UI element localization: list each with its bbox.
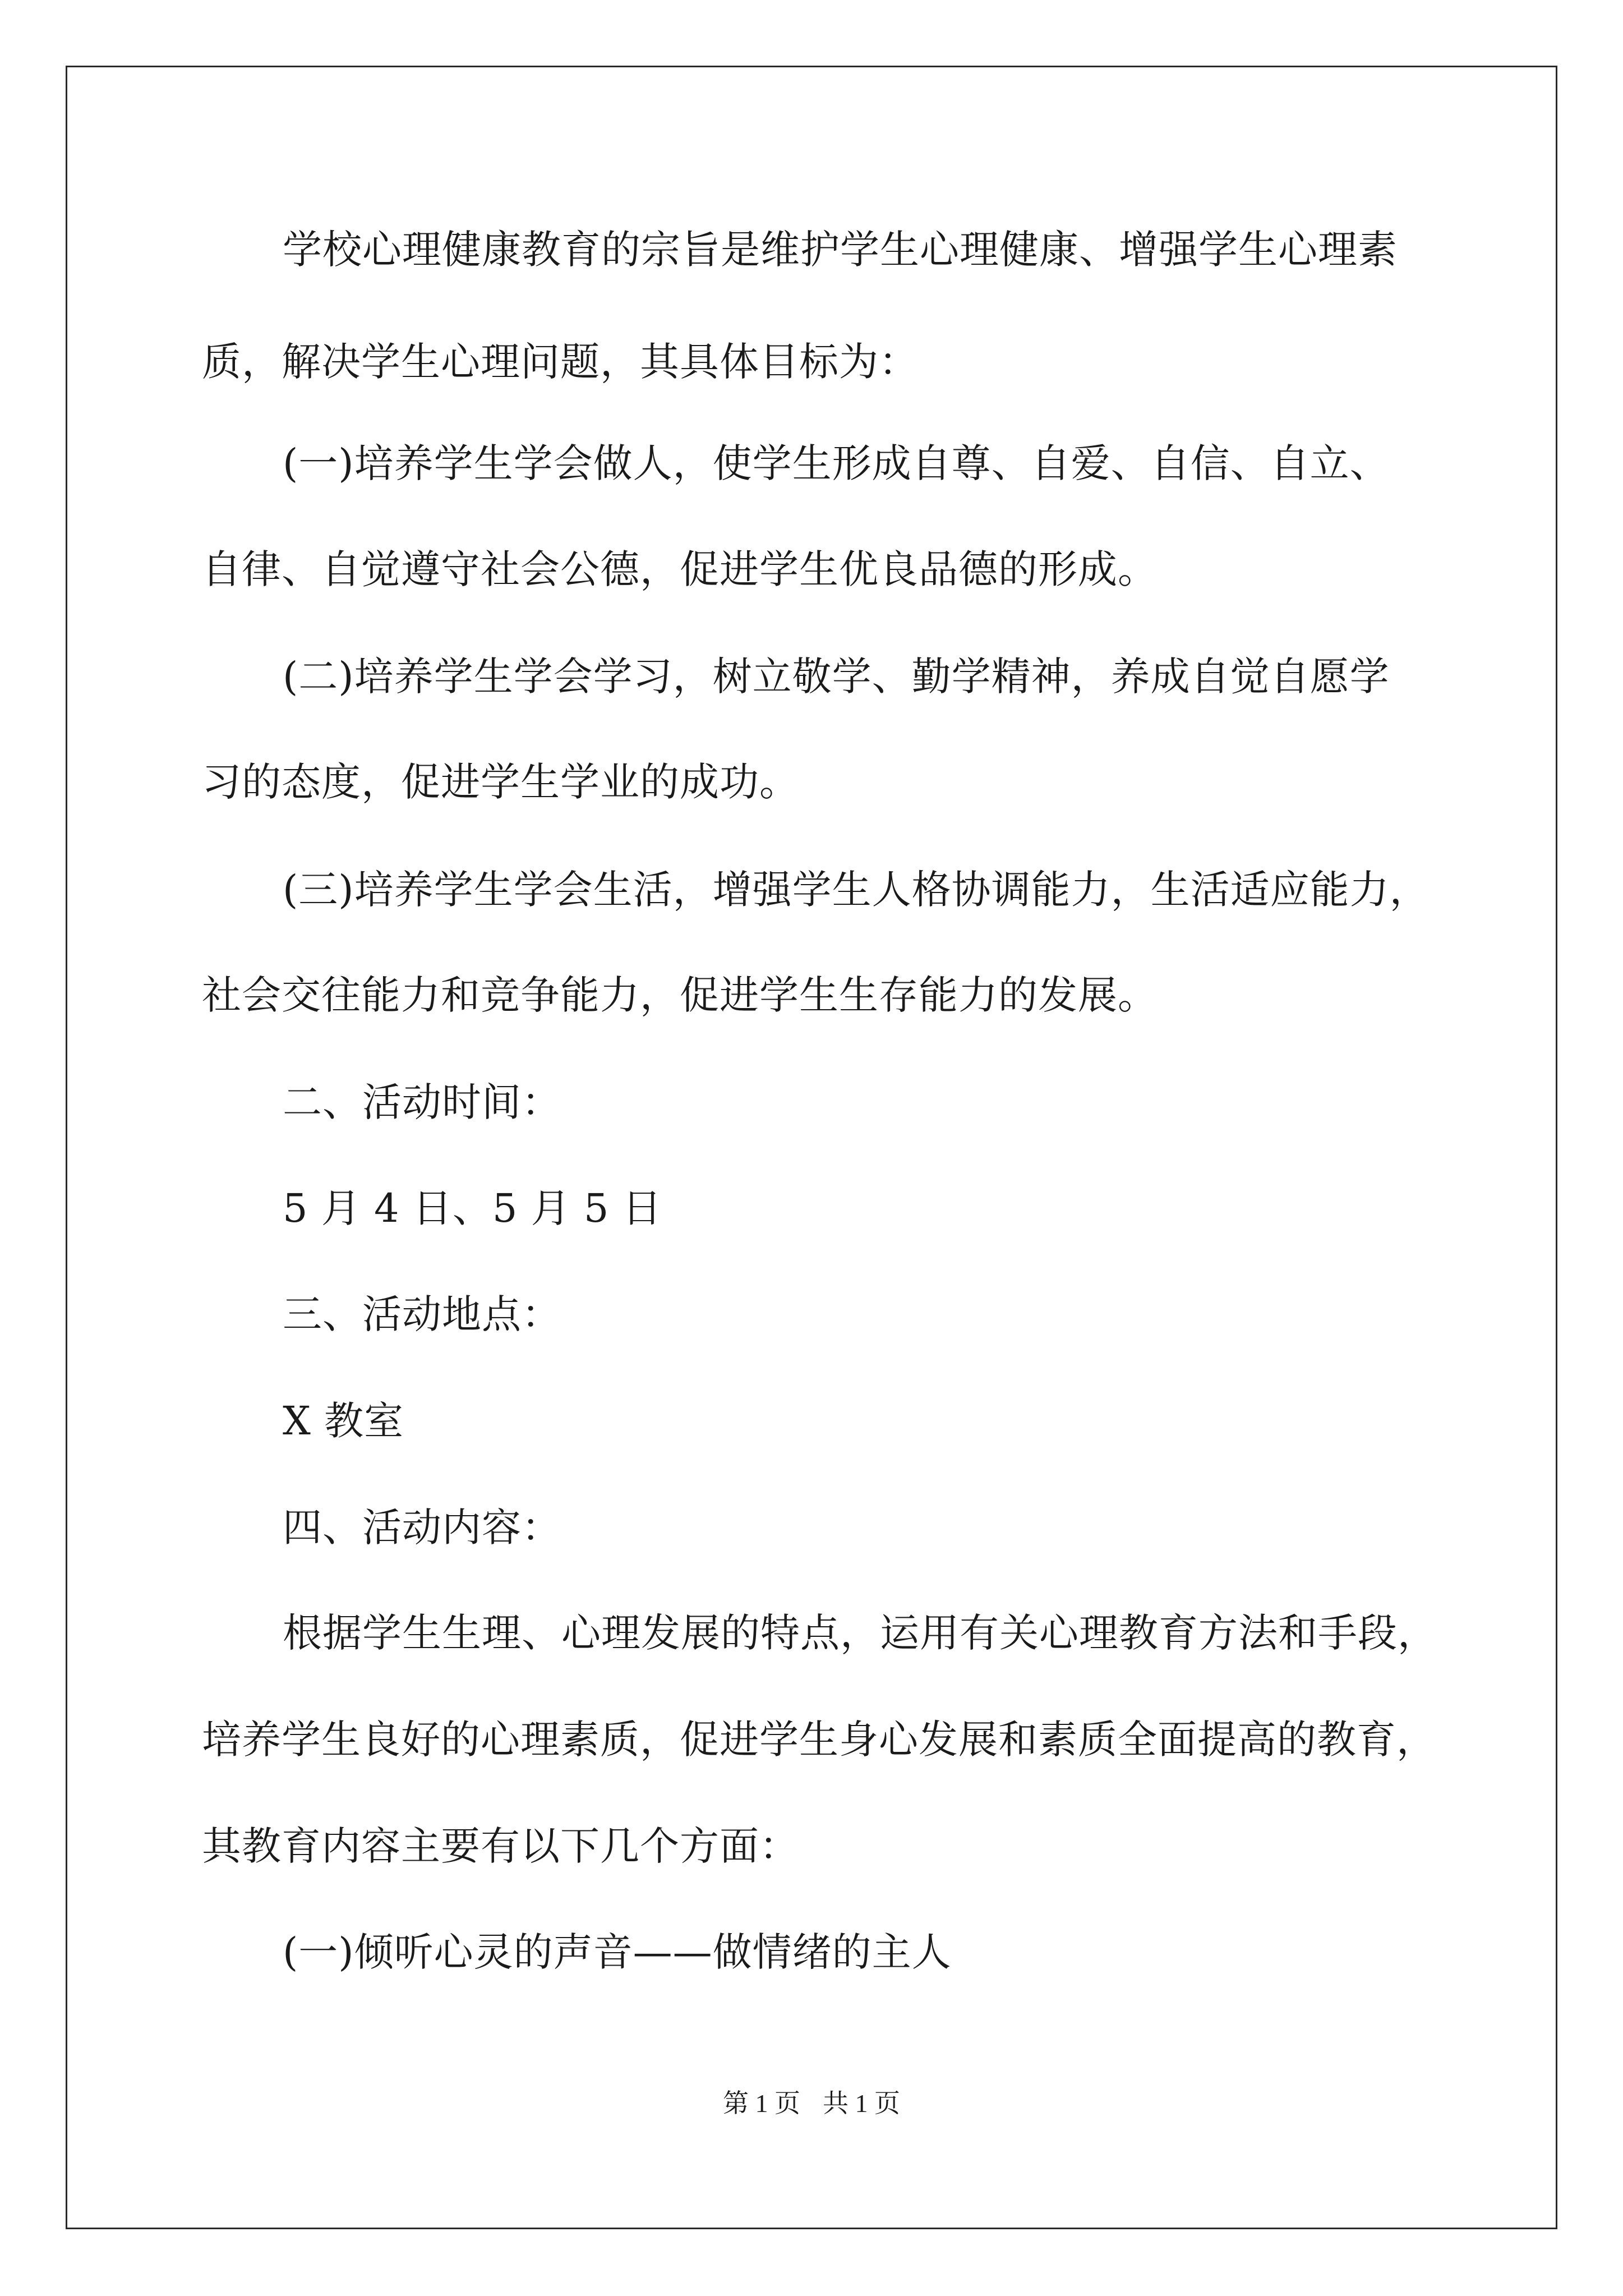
paragraph-4-line-2: 社会交往能力和竞争能力，促进学生生存能力的发展。 [202,972,1158,1018]
paragraph-3-line-1: (二)培养学生学会学习，树立敬学、勤学精神，养成自觉自愿学 [283,654,1390,700]
page-total: 共 1 页 [823,2089,900,2118]
paragraph-2-line-2: 自律、自觉遵守社会公德，促进学生优良品德的形成。 [202,546,1158,592]
content-paragraph-line-2: 培养学生良好的心理素质，促进学生身心发展和素质全面提高的教育， [202,1717,1436,1763]
section-heading-place: 三、活动地点： [283,1291,561,1337]
page-number: 第 1 页 [723,2089,800,2118]
section-heading-content: 四、活动内容： [283,1504,561,1550]
page-footer [0,2087,1623,2120]
paragraph-4-line-1: (三)培养学生学会生活，增强学生人格协调能力，生活适应能力， [283,867,1430,913]
paragraph-2-line-1: (一)培养学生学会做人，使学生形成自尊、自爱、自信、自立、 [283,440,1390,486]
section-heading-time: 二、活动时间： [283,1079,561,1125]
content-paragraph-line-3: 其教育内容主要有以下几个方面： [202,1823,799,1869]
content-paragraph-line-1: 根据学生生理、心理发展的特点，运用有关心理教育方法和手段， [283,1610,1437,1656]
paragraph-1-line-2: 质，解决学生心理问题，其具体目标为： [202,339,919,385]
paragraph-1-line-1: 学校心理健康教育的宗旨是维护学生心理健康、增强学生心理素 [283,227,1398,273]
paragraph-3-line-2: 习的态度，促进学生学业的成功。 [202,759,799,805]
activity-dates: 5 月 4 日、5 月 5 日 [283,1185,662,1231]
activity-location: X 教室 [283,1398,404,1444]
content-item-1: (一)倾听心灵的声音——做情绪的主人 [283,1929,952,1975]
page-border [66,66,1557,2229]
